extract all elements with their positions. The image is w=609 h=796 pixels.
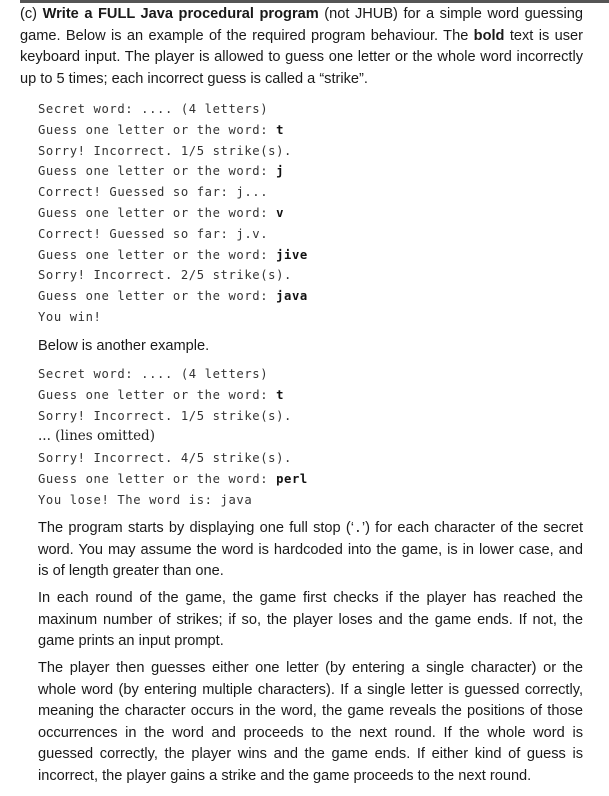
program-output: Sorry! Incorrect. 1/5 strike(s). [38,408,292,423]
paragraph-3: The player then guesses either one letter (by entering a single character) or the whole word (by entering multiple characters). If a single letter is guessed correctly, meaning the character occurs in the word, the game reveals the positions of those occurrences in the word and proceeds to the next round. If the whole word is guessed correctly, the player wins and the game ends. If either kind of guess is incorrect, the player gains a strike and the game proceeds to the next round. [38,660,583,784]
bold-word: bold [473,27,505,44]
program-output: Guess one letter or the word: [38,164,277,179]
transcript-line [38,367,268,381]
program-output: Guess one letter or the word: [38,387,277,402]
another-example-text: Below is another example. [38,338,210,354]
user-input: v [276,206,285,220]
transcript-line [38,268,292,282]
transcript-line [38,185,268,199]
program-output: Guess one letter or the word: [38,471,277,486]
transcript-line [38,206,284,220]
program-output: Sorry! Incorrect. 2/5 strike(s). [38,268,292,283]
program-output: Guess one letter or the word: [38,206,277,220]
program-output: Guess one letter or the word: [38,289,277,304]
program-output: Sorry! Incorrect. 4/5 strike(s). [38,451,292,465]
program-output: Correct! Guessed so far: j... [38,185,269,200]
para1-text-a: The program starts by displaying one full stop (‘ [38,520,354,536]
user-input: perl [276,471,308,486]
question-title-bold: Write a FULL Java procedural program [42,6,319,22]
program-output: Guess one letter or the word: [38,247,277,262]
program-output: Sorry! Incorrect. 1/5 strike(s). [38,143,292,158]
question-after-bold: text is user keyboard input. The player is allowed to guess one letter or the whole word incorrectly up to 5 times; each incorrect guess is called a “strike”. [20,27,583,87]
transcript-line [38,227,268,241]
paragraph-2: In each round of the game, the game first checks if the player has reached the maxinum number of strikes; if so, the player loses and the game ends. If not, the game prints an input prompt. [38,590,583,650]
transcript-line [38,248,308,262]
transcript-line [38,310,102,324]
transcript-line [38,451,292,465]
transcript-line [38,409,292,423]
user-input: java [276,289,308,304]
user-input: t [276,122,285,137]
transcript-line [38,289,308,303]
transcript-line [38,388,284,402]
transcript-line [38,472,308,486]
question-title-rest: (not JHUB) for a simple word guessing game. Below is an example of the required program behaviour. The [20,6,583,44]
top-rule [20,0,609,3]
program-output: Secret word: .... (4 letters) [38,367,269,381]
para1-text-b: ’) for each character of the secret word. You may assume the word is hardcoded into the game, is in lower case, and is of length greater than one. [38,520,583,580]
question-label: (c) [20,6,38,22]
program-output: Guess one letter or the word: [38,122,277,137]
transcript-line [38,493,252,507]
lines-omitted-note: ... (lines omitted) [38,428,155,444]
transcript-line [38,144,292,158]
transcript-line [38,123,284,137]
para1-code: . [354,521,362,536]
paragraph-1 [38,518,583,583]
program-output: You win! [38,310,102,324]
user-input: j [276,164,285,179]
user-input: jive [276,247,308,262]
program-output: Correct! Guessed so far: j.v. [38,226,269,241]
transcript-line [38,164,284,178]
program-output: Secret word: .... (4 letters) [38,102,269,116]
program-output: You lose! The word is: java [38,492,253,507]
transcript-line [38,102,268,116]
question-intro [20,4,583,90]
user-input: t [276,387,285,402]
